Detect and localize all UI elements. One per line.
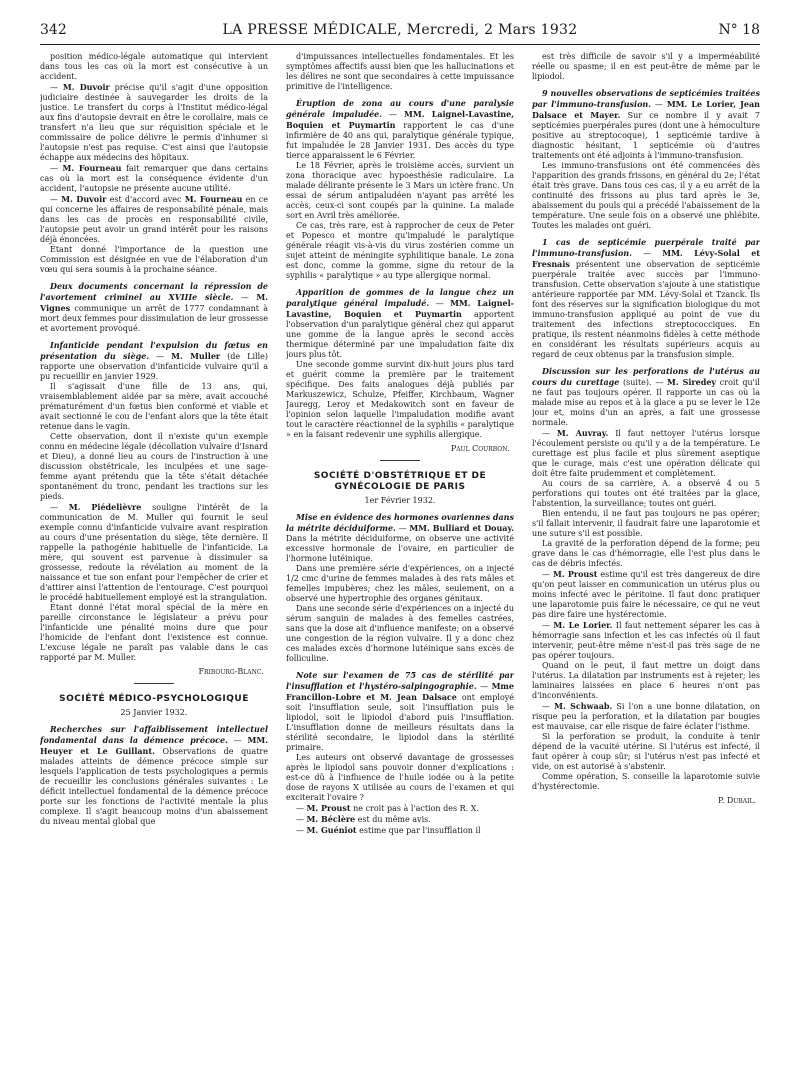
paragraph: Au cours de sa carrière, A. a observé 4 ou 5 perforations qui toutes ont été traitées par la glace, l'abstention, la surveillance; toutes ont guéri. bbox=[532, 479, 760, 508]
column-2 bbox=[286, 52, 514, 1062]
paragraph: est très difficile de savoir s'il y a imperméabilité réelle ou spasme; il en est peut-être de même par le lipiodol. bbox=[532, 52, 760, 81]
paragraph-text: (de Lille) rapporte une observation d'infanticide vulvaire qu'il a pu recueillir en janvier 1929. bbox=[40, 352, 268, 381]
paragraph: Il s'agissait d'une fille de 13 ans, qui, vraisemblablement aidée par sa mère, avait accouché prématurément d'un fœtus bien conformé et viable et avait sectionné le cou de l'enfant alors que la tête était retenue dans le vagin. bbox=[40, 382, 268, 431]
page-header bbox=[40, 22, 760, 44]
paragraph: — M. Proust ne croit pas à l'action des R. X. bbox=[296, 803, 479, 813]
section-title: Mise en évidence des hormones ovariennes dans la métrite déciduiforme. bbox=[286, 512, 514, 533]
speaker-name: MM. Laignel-Lavastine, Boquien et Puymartin bbox=[286, 298, 514, 319]
section: 9 nouvelles observations de septicémies traitées par l'immuno-transfusion. — MM. Le Lorier, Jean Dalsace et Mayer. Sur ce nombre il y avait 7 septicémies puerpérales pures (dont une à hémoculture positive au streptocoque), 1 septicémie tardive à diagnostic hésitant, 1 septicémie où d'autres traitements ont été adjoints à l'immuno-transfusion. bbox=[532, 88, 760, 160]
paragraph: — M. Le Lorier. Il faut nettement séparer les cas à hémorragie sans infection et les cas infectés où il faut intervenir, peut-être même n'est-il pas très sage de ne pas opérer toujours. bbox=[532, 620, 760, 660]
paragraph-text: souligne l'intérêt de la communication de M. Muller qui fournit le seul exemple connu d'infanticide vulvaire avant respiration au cours d'une présentation du siège, tête dernière. Il rappelle la pathogénie habituelle de l'infanticide. La mère, qui souvent est parvenue à dissimuler sa grossesse, redoute la révélation au moment de la naissance et tue son enfant pour l'empêcher de crier et d'attirer ainsi l'attention de l'entourage. C'est pourquoi le procédé habituellement employé est la strangulation. bbox=[40, 503, 268, 602]
paragraph: Étant donné l'importance de la question une Commission est désignée en vue de l'élaboration d'un vœu qui sera soumis à la prochaine séance. bbox=[40, 245, 268, 274]
speaker-name: M. Schwaab. bbox=[554, 701, 613, 711]
author-signature: Fribourg-Blanc. bbox=[198, 667, 264, 676]
paragraph: d'impuissances intellectuelles fondamentales. Et les symptômes affectifs aussi bien que les hallucinations et les délires ne sont que secondaires à cette impuissance primitive de l'intelligence. bbox=[286, 52, 514, 91]
paragraph: Les immuno-transfusions ont été commencées dès l'apparition des grands frissons, en général du 2e; l'état était très grave. Dans tous ces cas, il y a eu arrêt de la continuité des frissons au plus tard après le 3e, abaissement du pouls qui a précédé l'abaissement de la température. Une seule fois on a observé une phlébite. Toutes les malades ont guéri. bbox=[532, 161, 760, 230]
speaker-name: M. Auvray. bbox=[556, 428, 609, 438]
paragraph-text: est d'accord avec bbox=[109, 195, 182, 204]
paragraph-text: ne croit pas à l'action des R. X. bbox=[353, 804, 479, 813]
speaker-name: M. Piédelièvre bbox=[68, 502, 142, 512]
society-heading: SOCIÉTÉ MÉDICO-PSYCHOLOGIQUE bbox=[59, 694, 249, 704]
speaker-name: M. Le Lorier. bbox=[553, 620, 613, 630]
paragraph: — M. Fourneau fait remarquer que dans certains cas où la mort est la conséquence évidente d'un accident, l'autopsie ne présente aucune utilité. bbox=[40, 163, 268, 193]
paragraph: — M. Duvoir est d'accord avec M. Fourneau en ce qui concerne les affaires de responsabilité pénale, mais dans les cas de procès en responsabilité civile, l'autopsie peut avoir un grand intérêt pour les raisons déjà énoncées. bbox=[40, 194, 268, 244]
section: Deux documents concernant la répression de l'avortement criminel au XVIIIe siècle. — M. Vignes communique un arrêt de 1777 condamnant à mort deux femmes pour dissimulation de leur grossesse et avortement provoqué. bbox=[40, 281, 268, 333]
section: Recherches sur l'affaiblissement intellectuel fondamental dans la démence précoce. — MM. Heuyer et Le Guillant. Observations de quatre malades atteints de démence précoce simple sur lesquels l'application de tests psychologiques a permis de recueillir les conclusions générales suivantes : Le déficit intellectuel fondamental de la démence précoce porte sur les fonctions de l'activité mentale la plus complexe. Il s'agit beaucoup moins d'un abaissement du niveau mental global que bbox=[40, 724, 268, 826]
section: Note sur l'examen de 75 cas de stérilité par l'insufflation et l'hystéro-salpingographie. — Mme Francillon-Lobre et M. Jean Dalsace ont employé soit l'insufflation seule, soit l'insufflation puis le lipiodol, soit le lipiodol d'abord puis l'insufflation. L'insufflation donne de meilleurs résultats dans la stérilité secondaire, le lipiodol dans la stérilité primaire. bbox=[286, 670, 514, 752]
paragraph-text: est du même avis. bbox=[357, 815, 431, 824]
paragraph: Bien entendu, il ne faut pas toujours ne pas opérer; s'il fallait intervenir, il faudrait faire une laparotomie et une suture s'il est possible. bbox=[532, 509, 760, 538]
paragraph-text: Il faut nettoyer l'utérus lorsque l'écoulement persiste ou qu'il y a de la température. Le curettage est plus facile et plus sûrement aseptique que le curage, mais c'est une opération délicate qui doit être faite prudemment et complètement. bbox=[532, 429, 760, 478]
paragraph: Le 18 Février, après le troisième accès, survient un zona thoracique avec hypoesthésie radiculaire. La malade délirante présente le 3 Mars un ictère franc. Un essai de sérum antipaludéen n'ayant pas arrêté les accès, ceux-ci sont coupés par la quinine. La malade sort en Avril très améliorée. bbox=[286, 161, 514, 220]
paragraph: Quand on le peut, il faut mettre un doigt dans l'utérus. La dilatation par instruments est à rejeter; les laminaires laissées en place 6 heures n'ont pas d'inconvénients. bbox=[532, 661, 760, 700]
speaker-name: M. Fourneau bbox=[62, 163, 122, 173]
paragraph: Une seconde gomme survint dix-huit jours plus tard et guérit comme la première par le traitement spécifique. Des faits analogues déjà publiés par Markuszewicz, Schulze, Pfeiffer, Kirchbaum, Wagner Jauregg, Leroy et Medakowitch sont en faveur de l'opinion selon laquelle l'impaludation modifie avant tout le caractère réactionnel de la syphilis « paralytique » en la faisant redevenir une syphilis allergique. bbox=[286, 360, 514, 439]
section-title: Discussion sur les perforations de l'utérus au cours du curettage bbox=[532, 366, 760, 387]
section-title: 1 cas de septicémie puerpérale traité par l'immuno-transfusion. bbox=[532, 237, 760, 258]
session-date: 1er Février 1932. bbox=[364, 496, 436, 505]
speaker-name: M. Fourneau bbox=[184, 194, 243, 204]
paragraph: — M. Piédelièvre souligne l'intérêt de la communication de M. Muller qui fournit le seul exemple connu d'infanticide vulvaire avant respiration au cours d'une présentation du siège, tête dernière. Il rappelle la pathogénie habituelle de l'infanticide. La mère, qui souvent est parvenue à dissimuler sa grossesse, redoute la révélation au moment de la naissance et tue son enfant pour l'empêcher de crier et d'attirer ainsi l'attention de l'entourage. C'est pourquoi le procédé habituellement employé est la strangulation. bbox=[40, 502, 268, 602]
paragraph-text: Si l'on a une bonne dilatation, on risque peu la perforation, et la dilatation par bougies est mauvaise, car elle risque de faire éclater l'isthme. bbox=[532, 702, 760, 731]
paragraph: — M. Proust estime qu'il est très dangereux de dire qu'on peut laisser en communication un utérus plus ou moins infecté avec le péritoine. Il faut donc pratiquer une laparotomie puis faire le nécessaire, ce qui ne veut pas dire faire une hystérectomie. bbox=[532, 569, 760, 619]
speaker-name: M. Muller bbox=[171, 351, 221, 361]
section: Éruption de zona au cours d'une paralysie générale impaludée. — MM. Laignel-Lavastine, Boquien et Puymartin rapportent le cas d'une infirmière de 40 ans qui, paralytique générale typique, fut impaludée le 28 Janvier 1931. Des accès du type tierce apparaissent le 6 Février. bbox=[286, 98, 514, 160]
speaker-name: M. Duvoir bbox=[61, 194, 107, 204]
speaker-name: M. Duvoir bbox=[62, 82, 110, 92]
paragraph: — M. Béclère est du même avis. bbox=[296, 814, 431, 824]
paragraph-text: communique un arrêt de 1777 condamnant à mort deux femmes pour dissimulation de leur grossesse et avortement provoqué. bbox=[40, 304, 268, 333]
paragraph-text: en ce qui concerne les affaires de responsabilité pénale, mais dans les cas de procès en responsabilité civile, l'autopsie peut avoir un grand intérêt pour les raisons déjà énoncées. bbox=[40, 195, 268, 244]
section-divider bbox=[134, 683, 174, 684]
speaker-name: M. Vignes bbox=[40, 292, 268, 313]
society-heading: SOCIÉTÉ D'OBSTÉTRIQUE ET DE GYNÉCOLOGIE DE PARIS bbox=[313, 471, 487, 492]
paragraph-text: Observations de quatre malades atteints de démence précoce simple sur lesquels l'application de tests psychologiques a permis de recueillir les conclusions générales suivantes : Le déficit intellectuel fondamental de la démence précoce porte sur les fonctions de l'activité mentale la plus complexe. Il s'agit beaucoup moins d'un abaissement du niveau mental global que bbox=[40, 747, 268, 826]
section: 1 cas de septicémie puerpérale traité par l'immuno-transfusion. — MM. Lévy-Solal et Fresnais présentent une observation de septicémie puerpérale traitée avec succès par l'immuno-transfusion. Cette observation s'ajoute à une statistique antérieure rapportée par MM. Lévy-Solal et Tzanck. Ils font des réserves sur la signification biologique du mot immuno-transfusion appliqué au point de vue du traitement des infections streptococciques. En pratique, ils restent néanmoins fidèles à cette méthode en considérant les résultats supérieurs acquis au regard de ceux obtenus par la transfusion simple. bbox=[532, 237, 760, 359]
paragraph: Cette observation, dont il n'existe qu'un exemple connu en médecine légale (décollation vulvaire d'Isnard et Dieu), a donné lieu au cours de l'instruction à une discussion obstétricale, les inculpées et une sage-femme ayant prétendu que la tête s'était détachée spontanément du tronc, pendant les tractions sur les pieds. bbox=[40, 432, 268, 501]
section-title: Deux documents concernant la répression de l'avortement criminel au XVIIIe siècle. bbox=[40, 281, 268, 302]
speaker-name: MM. Bulliard et Douay. bbox=[409, 523, 514, 533]
section: Mise en évidence des hormones ovariennes dans la métrite déciduiforme. — MM. Bulliard et Douay. Dans la métrite déciduiforme, on observe une activité excessive hormonale de l'ovaire, en particulier de l'hormone lutéinique. bbox=[286, 512, 514, 563]
paragraph-text: présentent une observation de septicémie puerpérale traitée avec succès par l'immuno-transfusion. Cette observation s'ajoute à une statistique antérieure rapportée par MM. Lévy-Solal et Tzanck. Ils font des réserves sur la signification biologique du mot immuno-transfusion appliqué au point de vue du traitement des infections streptococciques. En pratique, ils restent néanmoins fidèles à cette méthode en considérant les résultats supérieurs acquis au regard de ceux obtenus par la transfusion simple. bbox=[532, 260, 760, 359]
section-divider bbox=[380, 460, 420, 461]
paragraph: Si la perforation se produit, la conduite à tenir dépend de la vacuité utérine. Si l'utérus est infecté, il faut opérer à coup sûr; si l'utérus n'est pas infecté et vide, on est autorisé à s'abstenir. bbox=[532, 732, 760, 771]
paragraph-text: croit qu'il ne faut pas toujours opérer. Il rapporte un cas où la malade mise au repos et à la glace a pu se lever le 12e jour et, moins d'un an après, a fait une grossesse normale. bbox=[532, 378, 760, 427]
paragraph: — M. Guéniot estime que par l'insufflation il bbox=[296, 825, 481, 835]
section: Discussion sur les perforations de l'utérus au cours du curettage (suite). — M. Siredey croit qu'il ne faut pas toujours opérer. Il rapporte un cas où la malade mise au repos et à la glace a pu se lever le 12e jour et, moins d'un an après, a fait une grossesse normale. bbox=[532, 366, 760, 427]
paragraph: position médico-légale automatique qui intervient dans tous les cas où la mort est consécutive à un accident. bbox=[40, 52, 268, 81]
paragraph: — M. Schwaab. Si l'on a une bonne dilatation, on risque peu la perforation, et la dilatation par bougies est mauvaise, car elle risque de faire éclater l'isthme. bbox=[532, 701, 760, 731]
paragraph-text: précise qu'il s'agit d'une opposition judiciaire destinée à sauvegarder les droits de la justice. Le transfert du corps à l'Institut médico-légal aux fins d'autopsie devrait en être le corollaire, mais ce transfert n'a lieu que sur réquisition spéciale et le commissaire de police délivre le permis d'inhumer si l'autopsie n'est pas requise. C'est ainsi que l'autopsie échappe aux médecins des hôpitaux. bbox=[40, 83, 268, 162]
article-columns bbox=[40, 52, 760, 1062]
section-title: Apparition de gommes de la langue chez un paralytique général impaludé. bbox=[286, 287, 514, 308]
paragraph-text: rapportent le cas d'une infirmière de 40 ans qui, paralytique générale typique, fut impaludée le 28 Janvier 1931. Des accès du type tierce apparaissent le 6 Février. bbox=[286, 121, 514, 160]
speaker-name: MM. Lévy-Solal et Fresnais bbox=[532, 248, 760, 269]
section-title: 9 nouvelles observations de septicémies traitées par l'immuno-transfusion. bbox=[532, 88, 760, 109]
paragraph: La gravité de la perforation dépend de la forme; peu grave dans le cas d'hémorragie, elle l'est plus dans le cas de débris infectés. bbox=[532, 539, 760, 568]
paragraph: Dans une seconde série d'expériences on a injecté du sérum sanguin de malades à des femelles castrées, sans que la dose ait d'influence manifeste; on a observé une congestion de la région vulvaire. Il y a donc chez ces malades excès d'hormone lutéinique sans excès de folliculine. bbox=[286, 604, 514, 663]
paragraph: Ce cas, très rare, est à rapprocher de ceux de Peter et Popesco et montre qu'impaludé le paralytique générale réagit vis-à-vis du virus zostérien comme un sujet atteint de méningite syphilitique banale. Le zona est donc, comme la gomme, signe du retour de la syphilis « paralytique » au type allergique normal. bbox=[286, 221, 514, 280]
paragraph: — M. Auvray. Il faut nettoyer l'utérus lorsque l'écoulement persiste ou qu'il y a de la température. Le curettage est plus facile et plus sûrement aseptique que le curage, mais c'est une opération délicate qui doit être faite prudemment et complètement. bbox=[532, 428, 760, 478]
issue-number: N° 18 bbox=[718, 22, 760, 38]
paragraph: — M. Duvoir précise qu'il s'agit d'une opposition judiciaire destinée à sauvegarder les droits de la justice. Le transfert du corps à l'Institut médico-légal aux fins d'autopsie devrait en être le corollaire, mais ce transfert n'a lieu que sur réquisition spéciale et le commissaire de police délivre le permis d'inhumer si l'autopsie n'est pas requise. C'est ainsi que l'autopsie échappe aux médecins des hôpitaux. bbox=[40, 82, 268, 162]
section-suite: (suite). bbox=[623, 378, 652, 387]
paragraph: Les auteurs ont observé davantage de grossesses après le lipiodol sans pouvoir donner d'explications : est-ce dû à l'influence de l'huile iodée ou à la petite dose de rayons X utilisée au cours de l'examen et qui exciterait l'ovaire ? bbox=[286, 753, 514, 802]
speaker-name: MM. Heuyer et Le Guillant. bbox=[40, 735, 268, 756]
session-date: 25 Janvier 1932. bbox=[120, 708, 188, 717]
paragraph: Comme opération, S. conseille la laparotomie suivie d'hystérectomie. bbox=[532, 772, 760, 791]
author-signature: P. Dubail. bbox=[718, 796, 756, 805]
section-title: Éruption de zona au cours d'une paralysie générale impaludée. bbox=[286, 98, 514, 119]
paragraph: Dans une première série d'expériences, on a injecté 1/2 cmc d'urine de femmes malades à des rats mâles et femelles impubères; chez les mâles, seulement, on a observé une hypertrophie des organes génitaux. bbox=[286, 564, 514, 603]
section-title: Recherches sur l'affaiblissement intellectuel fondamental dans la démence précoce. bbox=[40, 724, 268, 745]
page-number: 342 bbox=[40, 22, 67, 38]
section: Infanticide pendant l'expulsion du fœtus en présentation du siège. — M. Muller (de Lille) rapporte une observation d'infanticide vulvaire qu'il a pu recueillir en janvier 1929. bbox=[40, 340, 268, 381]
paragraph-text: fait remarquer que dans certains cas où la mort est la conséquence évidente d'un accident, l'autopsie ne présente aucune utilité. bbox=[40, 164, 268, 193]
paragraph: Étant donné l'état moral spécial de la mère en pareille circonstance le législateur a prévu pour l'infanticide une pénalité moins dure que pour l'homicide de l'enfant dont l'existence est connue. L'excuse légale ne paraît pas valable dans le cas rapporté par M. Muller. bbox=[40, 603, 268, 662]
paragraph-text: Sur ce nombre il y avait 7 septicémies puerpérales pures (dont une à hémoculture positive au streptocoque), 1 septicémie tardive à diagnostic hésitant, 1 septicémie où d'autres traitements ont été adjoints à l'immuno-transfusion. bbox=[532, 111, 760, 160]
speaker-name: M. Béclère bbox=[306, 814, 356, 824]
section-title: Note sur l'examen de 75 cas de stérilité par l'insufflation et l'hystéro-salpingographie. bbox=[286, 670, 514, 691]
paragraph-text: estime que par l'insufflation il bbox=[359, 826, 481, 835]
speaker-name: MM. Laignel-Lavastine, Boquien et Puymartin bbox=[286, 109, 514, 130]
speaker-name: M. Guéniot bbox=[306, 825, 357, 835]
paragraph-text: ont employé soit l'insufflation seule, soit l'insufflation puis le lipiodol, soit le lipiodol d'abord puis l'insufflation. L'insufflation donne de meilleurs résultats dans la stérilité secondaire, le lipiodol dans la stérilité primaire. bbox=[286, 693, 514, 752]
speaker-name: M. Proust bbox=[306, 803, 351, 813]
speaker-name: MM. Le Lorier, Jean Dalsace et Mayer. bbox=[532, 99, 760, 120]
speaker-name: M. Siredey bbox=[667, 377, 717, 387]
journal-title: LA PRESSE MÉDICALE, Mercredi, 2 Mars 1932 bbox=[222, 22, 578, 38]
section-title: Infanticide pendant l'expulsion du fœtus en présentation du siège. bbox=[40, 340, 268, 361]
section: Apparition de gommes de la langue chez un paralytique général impaludé. — MM. Laignel-Lavastine, Boquien et Puymartin apportent l'observation d'un paralytique général chez qui apparut une gomme de la langue après le second accès thermique déterminé par une impaludation faite dix jours plus tôt. bbox=[286, 287, 514, 359]
paragraph-text: estime qu'il est très dangereux de dire qu'on peut laisser en communication un utérus plus ou moins infecté avec le péritoine. Il faut donc pratiquer une laparotomie puis faire le nécessaire, ce qui ne veut pas dire faire une hystérectomie. bbox=[532, 570, 760, 619]
paragraph-text: apportent l'observation d'un paralytique général chez qui apparut une gomme de la langue après le second accès thermique déterminé par une impaludation faite dix jours plus tôt. bbox=[286, 310, 514, 359]
paragraph-text: Dans la métrite déciduiforme, on observe une activité excessive hormonale de l'ovaire, en particulier de l'hormone lutéinique. bbox=[286, 534, 514, 563]
speaker-name: Mme Francillon-Lobre et M. Jean Dalsace bbox=[286, 681, 514, 702]
header-rule bbox=[40, 44, 760, 45]
paragraph-text: Il faut nettement séparer les cas à hémorragie sans infection et les cas infectés où il faut intervenir, peut-être même n'est-il pas très sage de ne pas opérer toujours. bbox=[532, 621, 760, 660]
column-1 bbox=[40, 52, 268, 1062]
author-signature: Paul Courbon. bbox=[450, 444, 510, 453]
speaker-name: M. Proust bbox=[552, 569, 598, 579]
column-3 bbox=[532, 52, 760, 1062]
